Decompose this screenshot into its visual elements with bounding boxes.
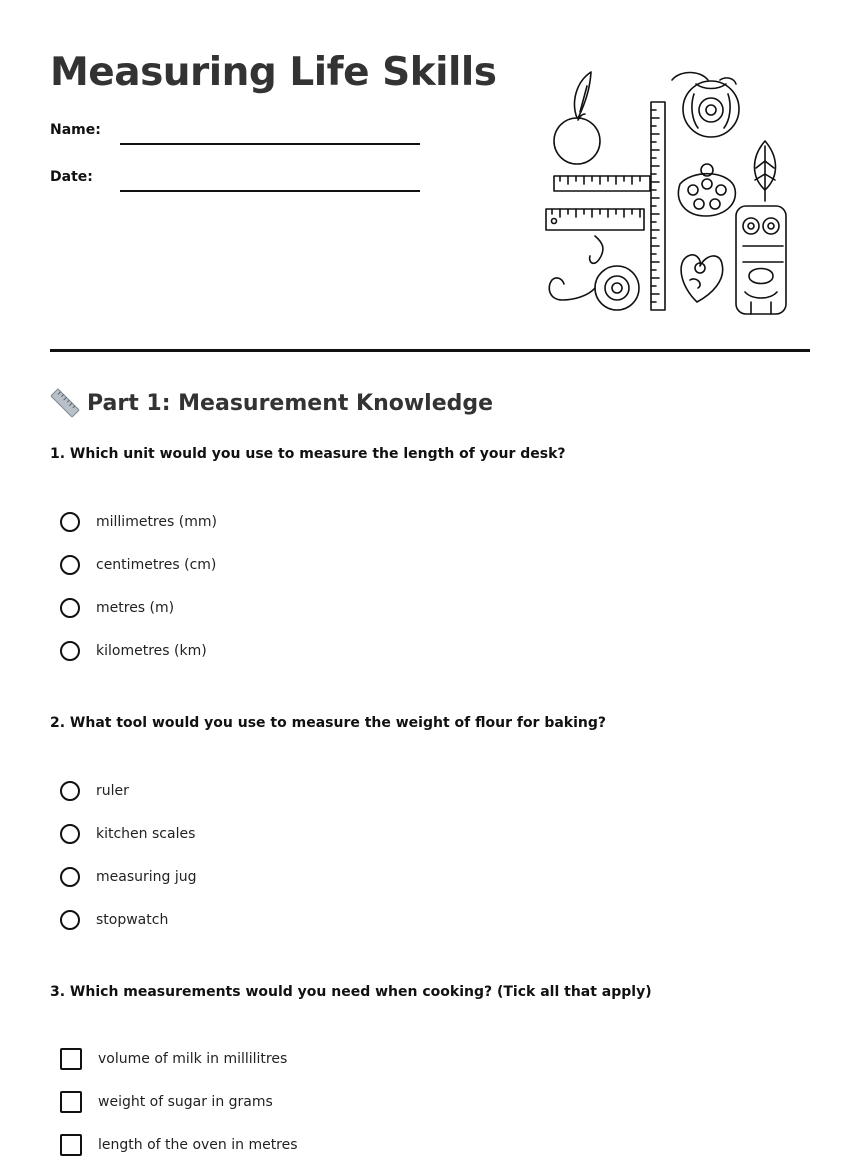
q2-option-kitchen-scales[interactable] <box>60 824 195 844</box>
option-label: measuring jug <box>96 869 197 885</box>
option-label: volume of milk in millilitres <box>98 1051 288 1067</box>
date-field[interactable] <box>120 190 420 192</box>
header-divider <box>50 349 810 352</box>
checkbox[interactable] <box>60 1048 82 1070</box>
q2-option-stopwatch[interactable] <box>60 910 168 930</box>
radio-button[interactable] <box>60 598 80 618</box>
question-1: 1. Which unit would you use to measure the length of your desk? <box>50 446 566 462</box>
section-heading-text: Part 1: Measurement Knowledge <box>87 390 494 416</box>
option-label: weight of sugar in grams <box>98 1094 273 1110</box>
koru-icon <box>678 164 735 216</box>
worksheet-title: Measuring Life Skills <box>50 50 497 95</box>
option-label: kitchen scales <box>96 826 196 842</box>
checkbox[interactable] <box>60 1091 82 1113</box>
radio-button[interactable] <box>60 512 80 532</box>
tiki-carving-icon <box>736 206 786 314</box>
q3-option-sugar-weight[interactable] <box>60 1091 273 1113</box>
option-label: length of the oven in metres <box>98 1137 298 1153</box>
date-label: Date: <box>50 169 93 185</box>
option-label: stopwatch <box>96 912 169 928</box>
radio-button[interactable] <box>60 824 80 844</box>
ruler-icon <box>50 388 80 418</box>
name-field[interactable] <box>120 143 420 145</box>
spiral-flower-icon <box>549 236 639 310</box>
name-label: Name: <box>50 122 101 138</box>
option-label: centimetres (cm) <box>96 557 217 573</box>
option-label: kilometres (km) <box>96 643 207 659</box>
q1-option-mm[interactable] <box>60 512 217 532</box>
q3-option-oven-length[interactable] <box>60 1134 298 1156</box>
pumpkin-icon <box>672 73 739 138</box>
measuring-illustration <box>540 66 800 322</box>
q1-option-cm[interactable] <box>60 555 216 575</box>
q1-option-km[interactable] <box>60 641 207 661</box>
option-label: ruler <box>96 783 129 799</box>
option-label: millimetres (mm) <box>96 514 217 530</box>
q2-option-ruler[interactable] <box>60 781 129 801</box>
radio-button[interactable] <box>60 910 80 930</box>
q1-option-m[interactable] <box>60 598 174 618</box>
radio-button[interactable] <box>60 555 80 575</box>
radio-button[interactable] <box>60 641 80 661</box>
question-3: 3. Which measurements would you need when cooking? (Tick all that apply) <box>50 984 652 1000</box>
fern-leaf-icon <box>754 141 775 201</box>
heart-leaf-icon <box>681 255 723 302</box>
checkbox[interactable] <box>60 1134 82 1156</box>
option-label: metres (m) <box>96 600 175 616</box>
section-heading-part-1 <box>50 388 493 418</box>
q3-option-milk-volume[interactable] <box>60 1048 287 1070</box>
q2-option-measuring-jug[interactable] <box>60 867 197 887</box>
ruler-icon <box>546 102 665 310</box>
question-2: 2. What tool would you use to measure the weight of flour for baking? <box>50 715 607 731</box>
radio-button[interactable] <box>60 781 80 801</box>
radio-button[interactable] <box>60 867 80 887</box>
apple-icon <box>554 72 600 164</box>
